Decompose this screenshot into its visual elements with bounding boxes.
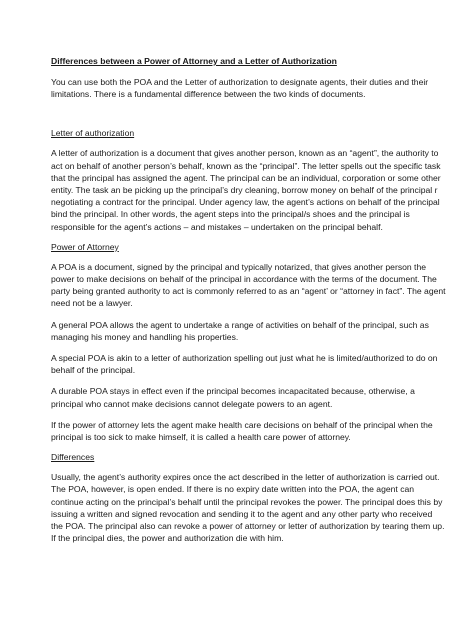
differences-paragraph: Usually, the agent’s authority expires once the act described in the letter of authorization is carried out. The POA, however, is open ended. If there is no expiry date written into the POA, the agent can continue acting on the principal’s behalf until the principal revokes the power. The principal does this by issuing a written and signed revocation and sending it to the agent and any other party who received the POA. The principal also can revoke a power of attorney or letter of authorization by tearing them up. If the principal dies, the power and authorization die with him. bbox=[51, 472, 445, 544]
document-title: Differences between a Power of Attorney and a Letter of Authorization bbox=[51, 56, 337, 66]
heading-differences: Differences bbox=[51, 452, 95, 463]
heading-power-of-attorney: Power of Attorney bbox=[51, 241, 119, 252]
durable-poa-paragraph: A durable POA stays in effect even if the principal becomes incapacitated because, otherwise, a principal who cannot make decisions cannot delegate powers to an agent. bbox=[51, 386, 415, 409]
special-poa-paragraph: A special POA is akin to a letter of authorization spelling out just what he is limited/authorized to do on behalf of the principal. bbox=[51, 353, 438, 376]
general-poa-paragraph: A general POA allows the agent to undertake a range of activities on behalf of the principal, such as managing his money and handling his properties. bbox=[51, 319, 429, 342]
heading-letter-of-authorization: Letter of authorization bbox=[51, 128, 135, 139]
health-care-poa-paragraph: If the power of attorney lets the agent make health care decisions on behalf of the principal when the principal is too sick to make himself, it is called a health care power of attorney. bbox=[51, 419, 433, 443]
intro-paragraph: You can use both the POA and the Letter of authorization to designate agents, their duties and their limitations. There is a fundamental difference between the two kinds of documents. bbox=[51, 77, 429, 100]
poa-definition-paragraph: A POA is a document, signed by the principal and typically notarized, that gives another person the power to make decisions on behalf of the principal in accordance with the terms of the document. The party being granted authority to act is commonly referred to as an “agent’ or “attorney in fact”. The agent need not be a lawyer. bbox=[51, 261, 446, 309]
letter-of-authorization-paragraph: A letter of authorization is a document that gives another person, known as an “agent”, the authority to act on behalf of another person’s behalf, known as the “principal”. The letter spells out the specific task that the principal has assigned the agent. The principal can be an individual, corporation or some other entity. The task an be picking up the principal’s dry cleaning, borrow money on behalf of the principal r negotiating a contract for the principal. Under agency law, the agent’s actions on behalf of the principal bind the principal. In other words, the agent steps into the principal/s shoes and the principal is responsible for the agent’s actions – and mistakes – undertaken on the principal behalf. bbox=[51, 148, 441, 232]
